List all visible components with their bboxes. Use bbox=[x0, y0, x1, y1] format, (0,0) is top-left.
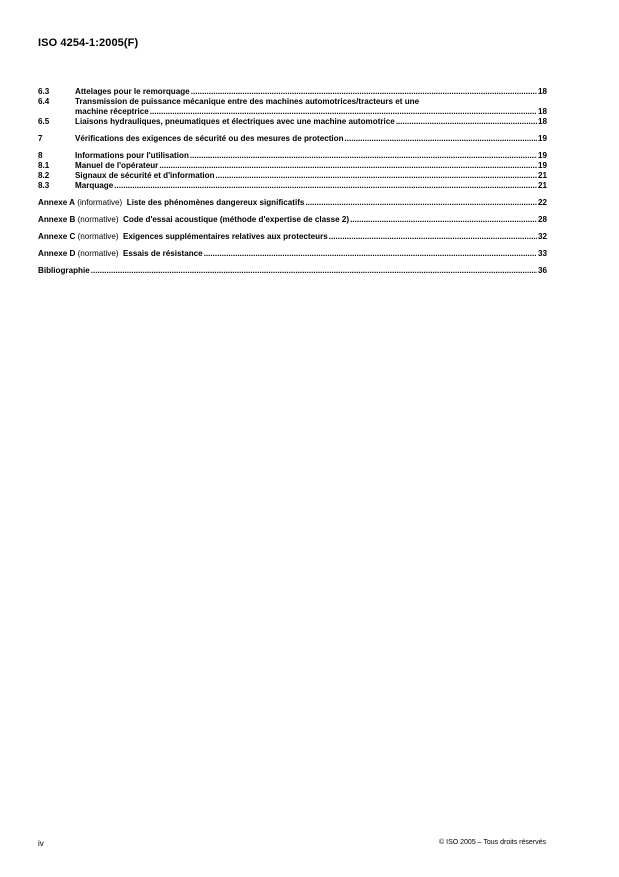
toc-entry-6-3[interactable] bbox=[38, 87, 547, 97]
toc-title: Transmission de puissance mécanique entre des machines automotrices/tracteurs et une bbox=[75, 97, 420, 106]
toc-leader bbox=[305, 198, 537, 208]
toc-page: 33 bbox=[537, 249, 547, 258]
toc-page: 19 bbox=[537, 151, 547, 160]
toc-number: 8.2 bbox=[38, 171, 50, 180]
annex-label: Annexe B bbox=[38, 215, 76, 224]
toc-page: 21 bbox=[537, 171, 547, 180]
toc-title: Signaux de sécurité et d'information bbox=[75, 171, 215, 180]
toc-title: Attelages pour le remorquage bbox=[75, 87, 190, 96]
annex-title: Exigences supplémentaires relatives aux protecteurs bbox=[123, 232, 328, 241]
toc-leader bbox=[204, 249, 537, 259]
toc-number: 8.3 bbox=[38, 181, 50, 190]
toc-number: 8 bbox=[38, 151, 43, 160]
toc-page: 36 bbox=[537, 266, 547, 275]
toc-page: 18 bbox=[537, 87, 547, 96]
toc-page: 32 bbox=[537, 232, 547, 241]
toc-leader bbox=[191, 87, 537, 97]
table-of-contents bbox=[38, 87, 547, 276]
toc-leader bbox=[216, 171, 537, 181]
toc-page: 21 bbox=[537, 181, 547, 190]
toc-entry-8-3[interactable] bbox=[38, 181, 547, 191]
toc-leader bbox=[159, 161, 537, 171]
toc-number: 6.3 bbox=[38, 87, 50, 96]
toc-annex-d[interactable] bbox=[38, 249, 547, 259]
document-header: ISO 4254-1:2005(F) bbox=[38, 37, 139, 49]
annex-type: (normative) bbox=[77, 215, 119, 224]
toc-page: 18 bbox=[537, 117, 547, 126]
annex-title: Liste des phénomènes dangereux significatifs bbox=[126, 198, 305, 207]
toc-title: Vérifications des exigences de sécurité ou des mesures de protection bbox=[75, 134, 344, 143]
toc-annex-b[interactable] bbox=[38, 215, 547, 225]
copyright-notice: © ISO 2005 – Tous droits réservés bbox=[439, 839, 546, 846]
annex-type: (normative) bbox=[77, 232, 119, 241]
toc-title: Informations pour l'utilisation bbox=[75, 151, 189, 160]
toc-leader bbox=[350, 215, 537, 225]
toc-page: 18 bbox=[537, 107, 547, 116]
toc-page: 19 bbox=[537, 161, 547, 170]
toc-number: 7 bbox=[38, 134, 43, 143]
annex-label: Annexe A bbox=[38, 198, 76, 207]
toc-annex-a[interactable] bbox=[38, 198, 547, 208]
toc-entry-8[interactable] bbox=[38, 151, 547, 161]
toc-bibliography[interactable] bbox=[38, 266, 547, 276]
toc-leader bbox=[396, 117, 537, 127]
toc-page: 28 bbox=[537, 215, 547, 224]
toc-title: Marquage bbox=[75, 181, 114, 190]
toc-leader bbox=[329, 232, 537, 242]
annex-title: Code d'essai acoustique (méthode d'expertise de classe 2) bbox=[123, 215, 350, 224]
toc-number: 8.1 bbox=[38, 161, 50, 170]
toc-entry-6-4-line2[interactable] bbox=[38, 107, 547, 117]
toc-leader bbox=[114, 181, 537, 191]
toc-title-continuation: machine réceptrice bbox=[75, 107, 149, 116]
annex-type: (informative) bbox=[77, 198, 123, 207]
annex-title: Essais de résistance bbox=[123, 249, 203, 258]
bibliography-title: Bibliographie bbox=[38, 266, 90, 275]
toc-leader bbox=[91, 266, 537, 276]
toc-title: Liaisons hydrauliques, pneumatiques et électriques avec une machine automotrice bbox=[75, 117, 395, 126]
toc-page: 19 bbox=[537, 134, 547, 143]
toc-number: 6.4 bbox=[38, 97, 50, 106]
annex-type: (normative) bbox=[77, 249, 119, 258]
toc-page: 22 bbox=[537, 198, 547, 207]
annex-label: Annexe C bbox=[38, 232, 76, 241]
toc-number: 6.5 bbox=[38, 117, 50, 126]
toc-leader bbox=[190, 151, 537, 161]
toc-entry-8-1[interactable] bbox=[38, 161, 547, 171]
toc-leader bbox=[345, 134, 537, 144]
annex-label: Annexe D bbox=[38, 249, 76, 258]
toc-entry-7[interactable] bbox=[38, 134, 547, 144]
toc-leader bbox=[150, 107, 537, 117]
toc-entry-6-5[interactable] bbox=[38, 117, 547, 127]
toc-annex-c[interactable] bbox=[38, 232, 547, 242]
toc-title: Manuel de l'opérateur bbox=[75, 161, 159, 170]
toc-entry-6-4-line1[interactable] bbox=[38, 97, 547, 107]
toc-entry-8-2[interactable] bbox=[38, 171, 547, 181]
page-number: iv bbox=[38, 839, 44, 848]
